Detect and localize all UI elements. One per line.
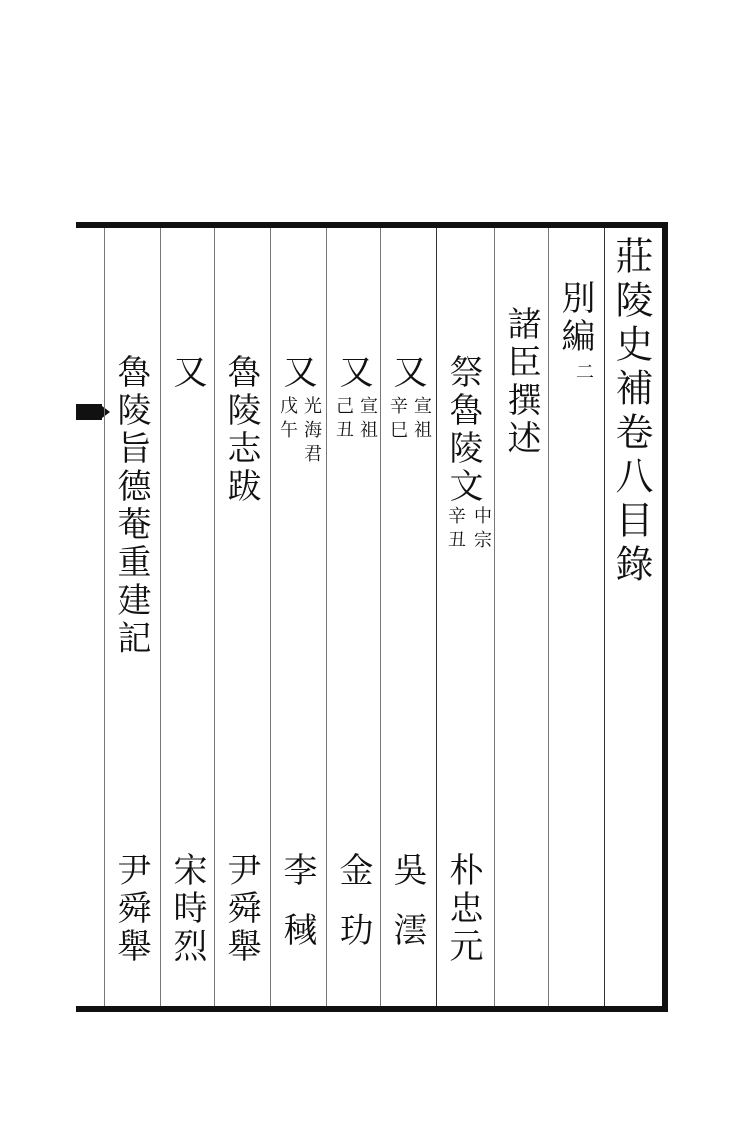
entry-title: 祭魯陵文 <box>443 354 483 506</box>
entry-author: 金玏 <box>333 852 373 972</box>
entry-year-note: 己丑 <box>333 396 354 444</box>
entry-author: 宋時烈 <box>167 852 207 966</box>
entry-author: 吳澐 <box>387 852 427 972</box>
entry-author: 李稶 <box>277 852 317 972</box>
entry-title: 魯陵旨德菴重建記 <box>111 354 151 658</box>
entry-reign-note: 中宗 <box>471 506 492 554</box>
entry-year-note: 辛丑 <box>445 506 466 554</box>
column-rule <box>104 228 105 1006</box>
entry-title: 又 <box>277 354 317 392</box>
entry-year-note: 戊午 <box>277 396 298 444</box>
entry-reign-note: 宣祖 <box>357 396 378 444</box>
catalog-title: 莊陵史補卷八目錄 <box>609 236 653 588</box>
column-rule <box>214 228 215 1006</box>
entry-author: 尹舜舉 <box>111 852 151 966</box>
entry-author: 朴忠元 <box>443 852 483 966</box>
entry-title: 魯陵志跋 <box>221 354 261 506</box>
column-rule <box>604 228 605 1006</box>
entry-author: 尹舜舉 <box>221 852 261 966</box>
column-rule <box>494 228 495 1006</box>
frame-bottom-border <box>76 1006 668 1012</box>
entry-year-note: 辛巳 <box>387 396 408 444</box>
column-rule <box>380 228 381 1006</box>
entry-title: 又 <box>167 354 207 392</box>
section-number: 二 <box>573 362 594 384</box>
entry-reign-note: 光海君 <box>301 396 322 468</box>
entry-title: 又 <box>333 354 373 392</box>
fishtail-mark <box>76 404 102 420</box>
frame-right-border <box>662 222 668 1012</box>
column-rule <box>160 228 161 1006</box>
category-heading: 諸臣撰述 <box>501 306 541 458</box>
frame-top-border <box>76 222 668 228</box>
column-rule <box>548 228 549 1006</box>
entry-reign-note: 宣祖 <box>411 396 432 444</box>
section-heading: 別編 <box>555 280 595 356</box>
column-rule <box>270 228 271 1006</box>
entry-title: 又 <box>387 354 427 392</box>
column-rule <box>326 228 327 1006</box>
column-rule <box>436 228 437 1006</box>
